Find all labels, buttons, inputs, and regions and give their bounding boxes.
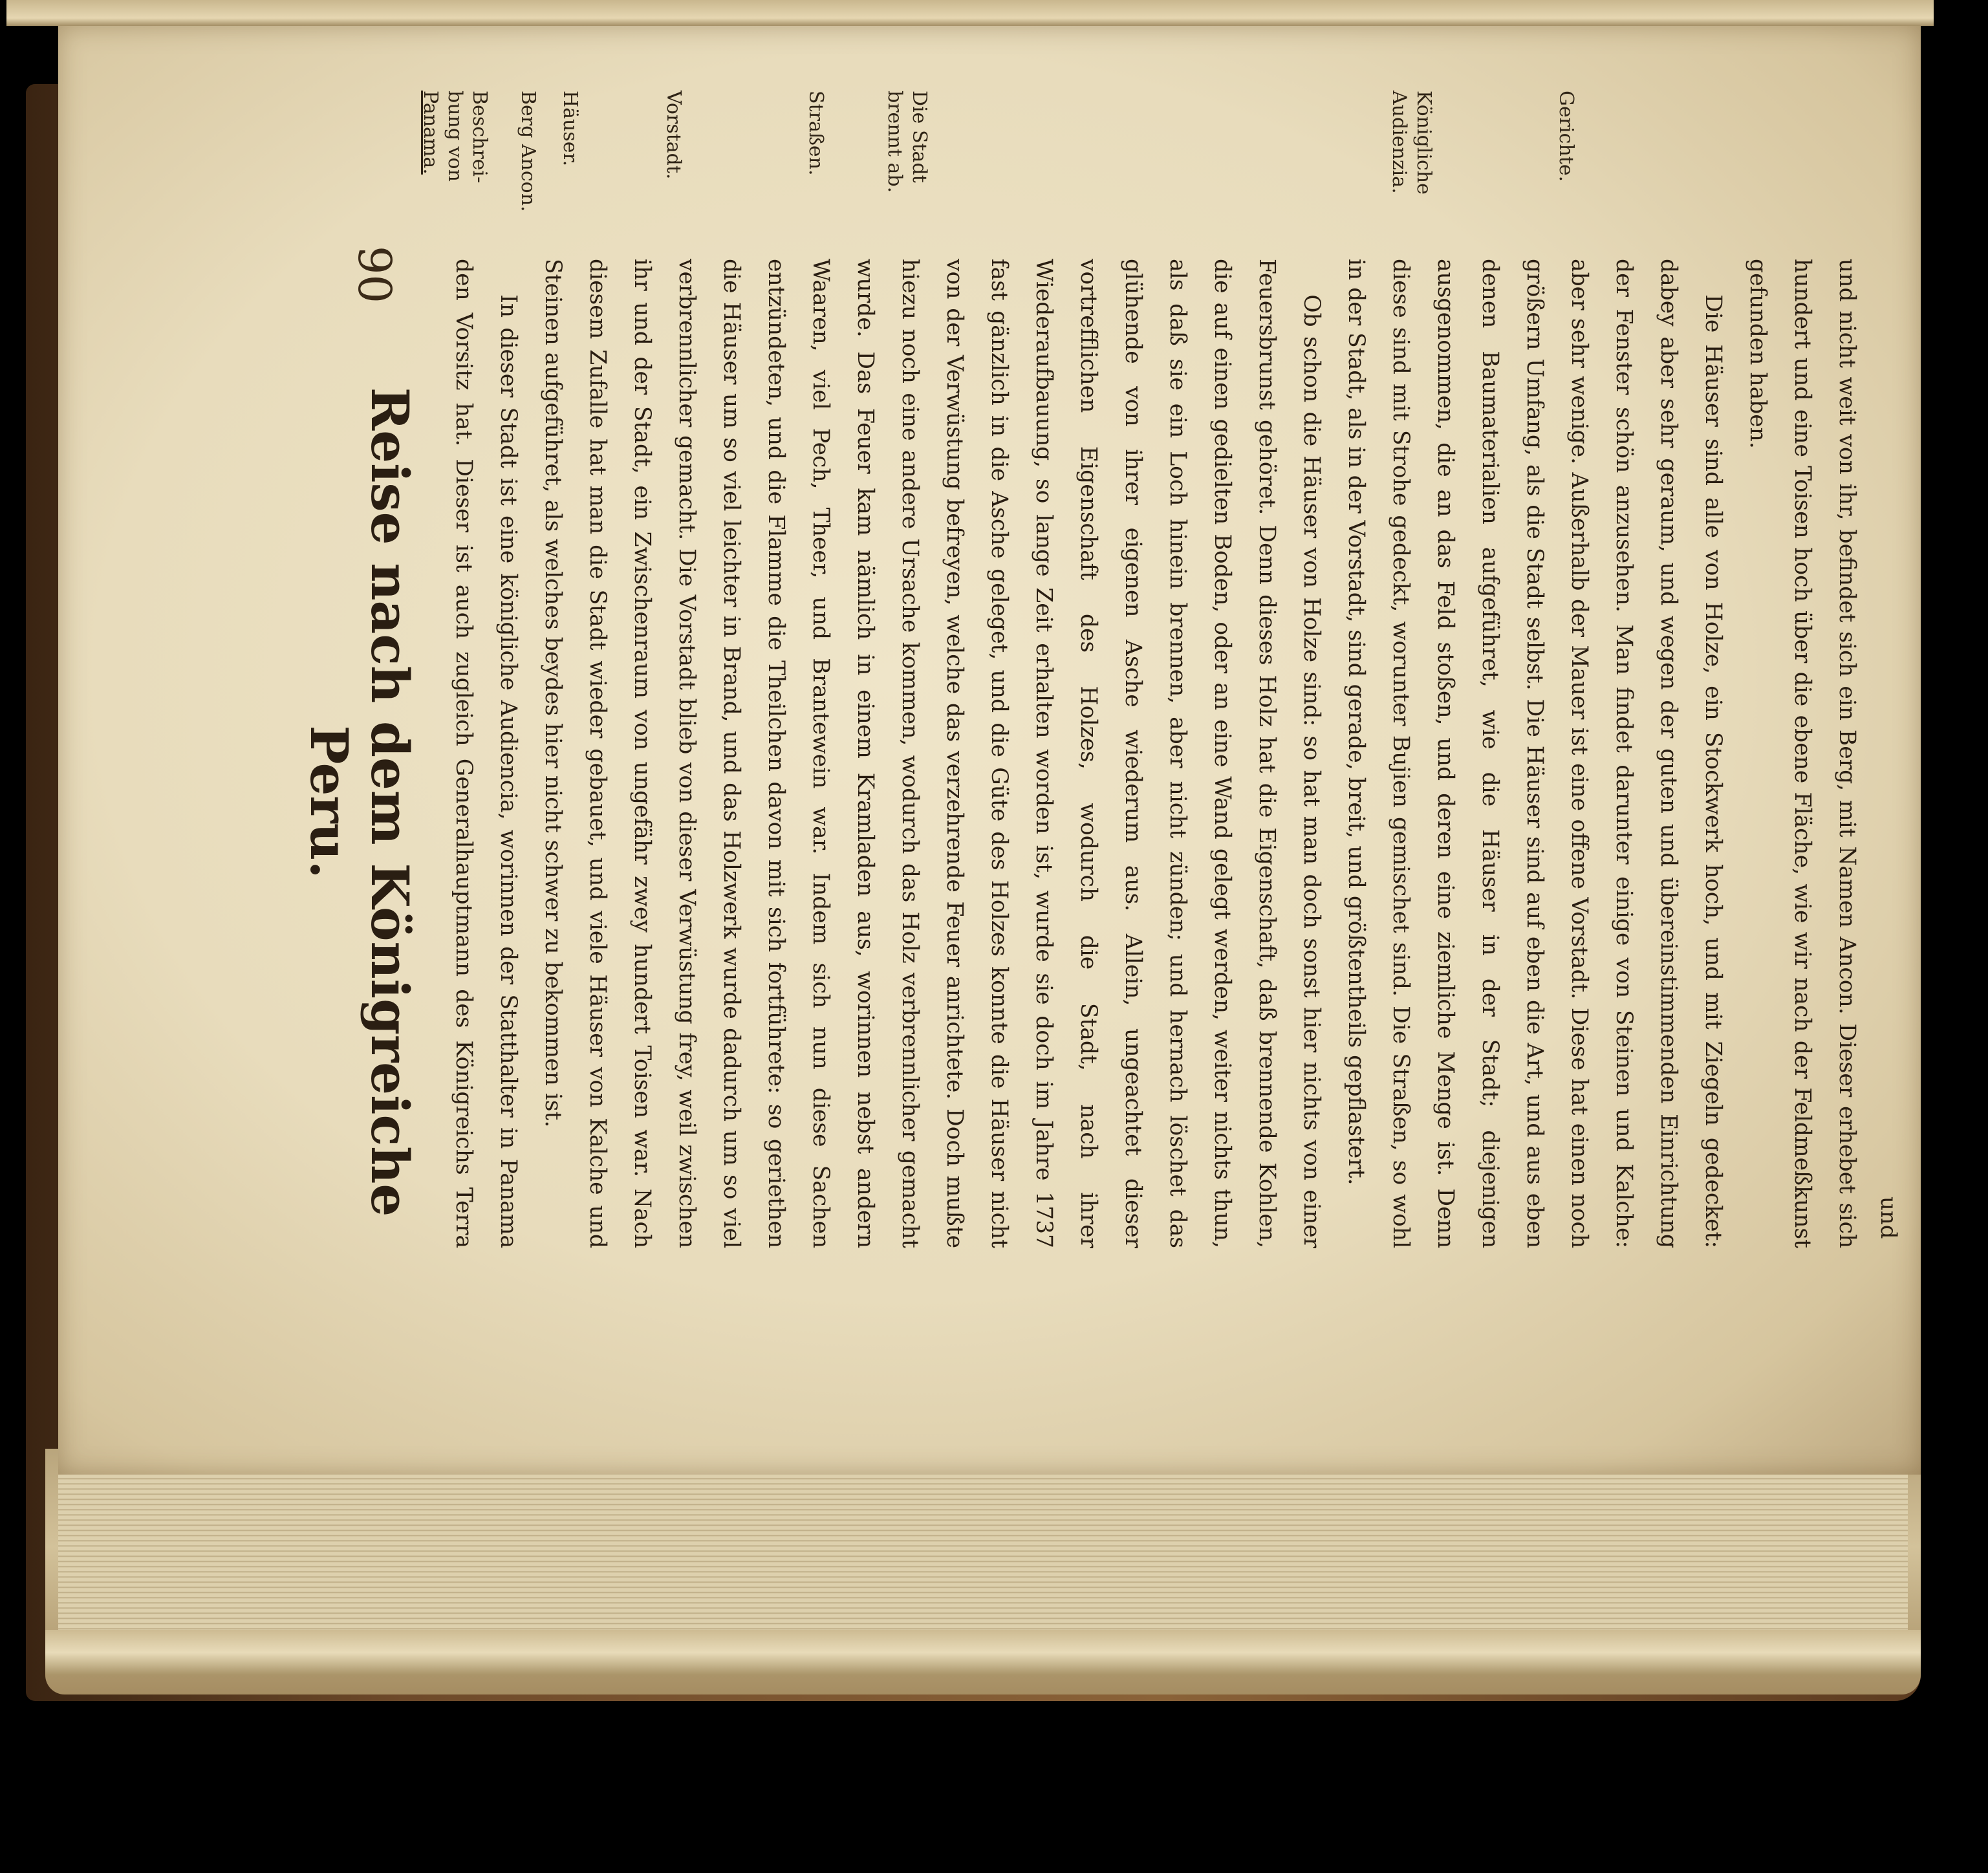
margin-note-haeuser: Häuser. [559, 91, 581, 167]
page-number: 90 [348, 246, 401, 304]
margin-text: Audienzia. [1388, 91, 1410, 194]
previous-page-edge [6, 0, 1934, 26]
margin-note-gerichte: Gerichte. [1555, 91, 1577, 182]
margin-note-audienzia [1387, 91, 1436, 246]
margin-note-strassen: Straßen. [805, 91, 827, 176]
margin-text: Beschrei- [468, 91, 491, 184]
margin-text: bung von [444, 91, 466, 182]
paragraph: Ob schon die Häuser von Holze sind: so hat man doch sonst hier nichts von einer Feuersbrunst gehöret. Denn dieses Holz hat die Eigenschaft, daß brennende Kohlen, die auf einen gedielten Boden, oder an eine Wand gelegt werden, weiter nichts thun, als daß sie ein Loch hinein brennen, aber nicht zünden; und hernach löschet das glühende von ihrer eigenen Asche wiederum aus. Allein, ungeachtet dieser vortrefflichen Eigenschaft des Holzes, wodurch die Stadt, nach ihrer Wiederaufbauung, so lange Zeit erhalten worden ist, wurde sie doch im Jahre 1737 fast gänzlich in die Asche geleget, und die Güte des Holzes konnte die Häuser nicht von der Verwüstung befreyen, welche das verzehrende Feuer anrichtete. Doch mußte hiezu noch eine andere Ursache kommen, wodurch das Holz verbrennlicher gemacht wurde. Das Feuer kam nämlich in einem Kramladen aus, worinnen nebst andern Waaren, viel Pech, Theer, und Brantewein war. Indem sich nun diese Sachen entzündeten, und die Flamme die Theilchen davon mit sich fortführete: so geriethen die Häuser um so viel leichter in Brand, und das Holzwerk wurde dadurch um so viel verbrennlicher gemacht. Die Vorstadt blieb von dieser Verwüstung frey, weil zwischen ihr und der Stadt, ein Zwischenraum von ungefähr zwey hundert Toisen war. Nach diesem Zufalle hat man die Stadt wieder gebauet, und viele Häuser von Kalche und Steinen aufgeführet, als welches beydes hier nicht schwer zu bekommen ist. [540, 259, 1324, 1248]
margin-note-stadt-brennt [882, 91, 931, 246]
paragraph: und nicht weit von ihr, befindet sich ein Berg, mit Namen Ancon. Dieser erhebet sich hundert und eine Toisen hoch über die ebene Fläche, wie wir nach der Feldmeßkunst gefunden haben. [1745, 259, 1860, 1248]
paragraph: Die Häuser sind alle von Holze, ein Stockwerk hoch, und mit Ziegeln gedecket: dabey aber sehr geraum, und wegen der guten und übereinstimmenden Einrichtung der Fenster schön anzusehen. Man findet darunter einige von Steinen und Kalche: aber sehr wenige. Außerhalb der Mauer ist eine offene Vorstadt. Diese hat einen noch größern Umfang, als die Stadt selbst. Die Häuser sind auf eben die Art, und aus eben denen Baumaterialien aufgeführet, wie die Häuser in der Stadt; diejenigen ausgenommen, die an das Feld stoßen, und deren eine ziemliche Menge ist. Denn diese sind mit Strohe gedeckt, worunter Bujien gemischet sind. Die Straßen, so wohl in der Stadt, als in der Vorstadt, sind gerade, breit, und größtentheils gepflastert. [1343, 259, 1726, 1248]
margin-text: Königliche [1412, 91, 1435, 195]
margin-text: brennt ab. [883, 91, 906, 193]
page-fore-edge [58, 1468, 1908, 1631]
rotated-page-content [233, 39, 1940, 1371]
margin-note-berg: Berg Ancon. [517, 91, 539, 212]
catchword: und [1875, 1196, 1901, 1239]
margin-note-vorstadt: Vorstadt. [662, 91, 685, 180]
paragraph: In dieser Stadt ist eine königliche Audiencia, worinnen der Statthalter in Panama den Vorsitz hat. Dieser ist auch zugleich Generalhauptmann des Königreichs Terra [451, 259, 521, 1248]
body-text [433, 259, 1869, 1248]
margin-note-beschreibung [418, 91, 492, 246]
margin-text: Panama. [419, 91, 442, 175]
running-head: Reise nach dem Königreiche Peru. [299, 387, 420, 1217]
cover-edge [45, 1630, 1921, 1675]
margin-text: Die Stadt [908, 91, 931, 183]
